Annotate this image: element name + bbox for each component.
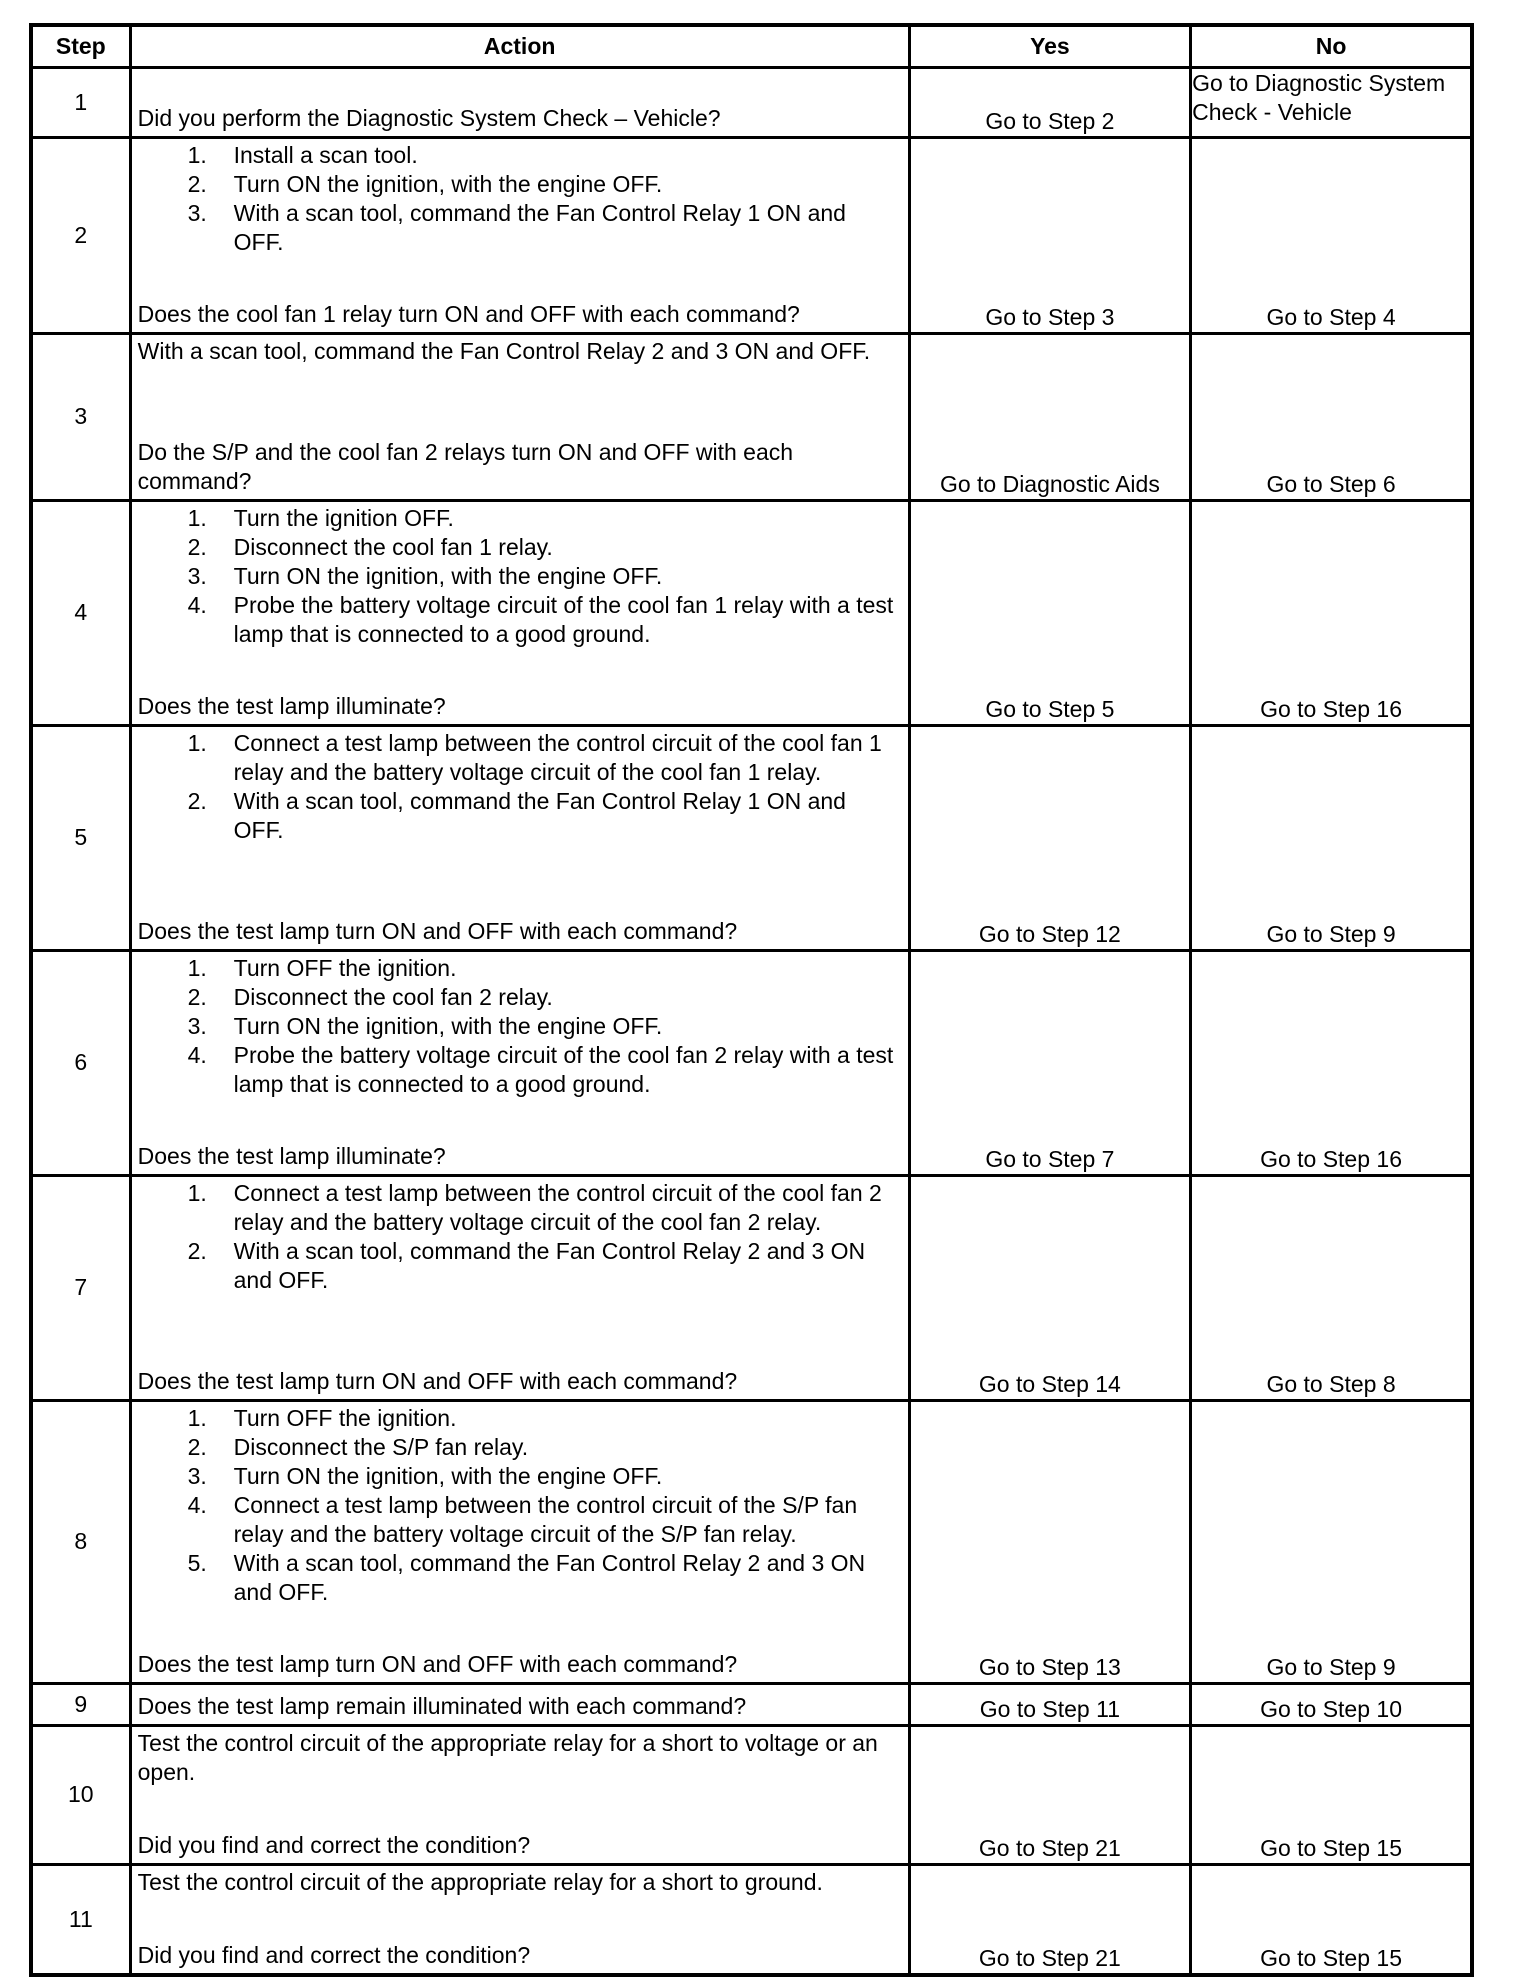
action-cell (130, 1725, 909, 1864)
yes-result: Go to Step 3 (909, 137, 1190, 333)
action-question: Did you find and correct the condition? (137, 1831, 531, 1858)
list-item-text: Probe the battery voltage circuit of the cool fan 2 relay with a test lamp that is connected to a good ground. (233, 1041, 894, 1097)
list-item (138, 1404, 902, 1433)
table-row (31, 725, 1472, 950)
list-item-number: 4. (187, 1491, 207, 1518)
header-action: Action (130, 25, 909, 67)
list-item-text: With a scan tool, command the Fan Control Relay 2 and 3 ON and OFF. (233, 1549, 866, 1605)
action-cell (130, 1864, 909, 1975)
list-item (138, 504, 902, 533)
no-result: Go to Step 8 (1191, 1175, 1472, 1400)
list-item-number: 1. (187, 141, 207, 168)
no-result: Go to Step 16 (1191, 950, 1472, 1175)
list-item (138, 170, 902, 199)
no-result: Go to Step 6 (1191, 333, 1472, 500)
no-result: Go to Step 9 (1191, 725, 1472, 950)
action-question: Does the test lamp turn ON and OFF with each command? (137, 1650, 738, 1677)
action-question: Does the test lamp remain illuminated with each command? (137, 1692, 747, 1719)
action-question: Does the cool fan 1 relay turn ON and OFF with each command? (137, 300, 800, 327)
list-item (138, 591, 902, 649)
list-item (138, 1433, 902, 1462)
yes-result: Go to Step 13 (909, 1400, 1190, 1683)
list-item-number: 2. (187, 170, 207, 197)
step-number: 8 (31, 1400, 130, 1683)
list-item-number: 2. (187, 983, 207, 1010)
list-item-text: Turn ON the ignition, with the engine OFF. (233, 1012, 663, 1039)
table-row (31, 1864, 1472, 1975)
list-item-number: 1. (187, 1404, 207, 1431)
table-row (31, 333, 1472, 500)
action-cell (130, 137, 909, 333)
yes-result: Go to Step 12 (909, 725, 1190, 950)
list-item-text: Install a scan tool. (233, 141, 418, 168)
list-item-text: Disconnect the cool fan 1 relay. (233, 533, 553, 560)
list-item-text: Turn ON the ignition, with the engine OFF. (233, 1462, 663, 1489)
action-instruction: With a scan tool, command the Fan Control Relay 2 and 3 ON and OFF. (137, 337, 871, 364)
list-item-number: 2. (187, 533, 207, 560)
list-item-number: 2. (187, 1433, 207, 1460)
list-item-number: 2. (187, 1237, 207, 1264)
list-item (138, 1179, 902, 1237)
action-cell (130, 1175, 909, 1400)
action-question: Does the test lamp turn ON and OFF with each command? (137, 917, 738, 944)
step-number: 11 (31, 1864, 130, 1975)
table-row (31, 137, 1472, 333)
list-item-number: 2. (187, 787, 207, 814)
table-row (31, 1175, 1472, 1400)
no-result: Go to Step 4 (1191, 137, 1472, 333)
action-cell (130, 67, 909, 137)
list-item-number: 3. (187, 199, 207, 226)
list-item (138, 729, 902, 787)
step-number: 9 (31, 1683, 130, 1725)
action-steps-list (138, 1179, 902, 1295)
list-item-text: With a scan tool, command the Fan Control Relay 2 and 3 ON and OFF. (233, 1237, 866, 1293)
action-instruction: Test the control circuit of the appropriate relay for a short to voltage or an open. (137, 1729, 878, 1785)
no-result: Go to Step 15 (1191, 1864, 1472, 1975)
list-item (138, 533, 902, 562)
step-number: 1 (31, 67, 130, 137)
no-result: Go to Step 10 (1191, 1683, 1472, 1725)
list-item-number: 1. (187, 504, 207, 531)
no-result: Go to Step 16 (1191, 500, 1472, 725)
step-number: 10 (31, 1725, 130, 1864)
header-no: No (1191, 25, 1472, 67)
yes-result: Go to Step 7 (909, 950, 1190, 1175)
list-item-number: 4. (187, 591, 207, 618)
table-row (31, 67, 1472, 137)
action-cell (130, 1683, 909, 1725)
action-steps-list (138, 1404, 902, 1607)
header-step: Step (31, 25, 130, 67)
list-item-text: With a scan tool, command the Fan Control Relay 1 ON and OFF. (233, 199, 846, 255)
list-item-text: Connect a test lamp between the control circuit of the cool fan 1 relay and the battery voltage circuit of the cool fan 1 relay. (233, 729, 882, 785)
list-item-text: Disconnect the S/P fan relay. (233, 1433, 529, 1460)
step-number: 6 (31, 950, 130, 1175)
list-item-number: 3. (187, 1462, 207, 1489)
yes-result: Go to Diagnostic Aids (909, 333, 1190, 500)
diagnostic-table (29, 23, 1474, 1977)
list-item-text: Turn OFF the ignition. (233, 1404, 457, 1431)
action-steps-list (138, 141, 902, 257)
action-cell (130, 950, 909, 1175)
list-item-text: Turn OFF the ignition. (233, 954, 457, 981)
step-number: 5 (31, 725, 130, 950)
step-number: 4 (31, 500, 130, 725)
list-item-number: 1. (187, 729, 207, 756)
action-question: Did you perform the Diagnostic System Check – Vehicle? (137, 104, 721, 131)
action-question: Does the test lamp illuminate? (137, 1142, 446, 1169)
yes-result: Go to Step 21 (909, 1725, 1190, 1864)
no-result: Go to Step 9 (1191, 1400, 1472, 1683)
list-item-number: 3. (187, 1012, 207, 1039)
list-item (138, 1041, 902, 1099)
action-cell (130, 725, 909, 950)
list-item-text: Turn ON the ignition, with the engine OFF. (233, 170, 663, 197)
yes-result: Go to Step 14 (909, 1175, 1190, 1400)
list-item-text: Turn ON the ignition, with the engine OFF. (233, 562, 663, 589)
list-item (138, 954, 902, 983)
action-cell (130, 333, 909, 500)
step-number: 7 (31, 1175, 130, 1400)
list-item-number: 5. (187, 1549, 207, 1576)
action-cell (130, 500, 909, 725)
action-question: Does the test lamp turn ON and OFF with each command? (137, 1367, 738, 1394)
header-row (31, 25, 1472, 67)
list-item-text: Turn the ignition OFF. (233, 504, 454, 531)
table-row (31, 1683, 1472, 1725)
list-item (138, 562, 902, 591)
list-item (138, 1462, 902, 1491)
list-item-text: Probe the battery voltage circuit of the cool fan 1 relay with a test lamp that is connected to a good ground. (233, 591, 894, 647)
action-cell (130, 1400, 909, 1683)
step-number: 2 (31, 137, 130, 333)
action-steps-list (138, 504, 902, 649)
no-result: Go to Step 15 (1191, 1725, 1472, 1864)
table-body (31, 67, 1472, 1975)
list-item-number: 3. (187, 562, 207, 589)
list-item (138, 1491, 902, 1549)
list-item-text: Connect a test lamp between the control circuit of the cool fan 2 relay and the battery voltage circuit of the cool fan 2 relay. (233, 1179, 882, 1235)
list-item-text: With a scan tool, command the Fan Control Relay 1 ON and OFF. (233, 787, 846, 843)
list-item (138, 141, 902, 170)
table-row (31, 950, 1472, 1175)
list-item (138, 1012, 902, 1041)
action-question: Does the test lamp illuminate? (137, 692, 446, 719)
list-item (138, 1549, 902, 1607)
yes-result: Go to Step 5 (909, 500, 1190, 725)
table-row (31, 1400, 1472, 1683)
step-number: 3 (31, 333, 130, 500)
action-instruction: Test the control circuit of the appropriate relay for a short to ground. (137, 1868, 823, 1895)
header-yes: Yes (909, 25, 1190, 67)
list-item-text: Disconnect the cool fan 2 relay. (233, 983, 553, 1010)
yes-result: Go to Step 2 (909, 67, 1190, 137)
table-row (31, 500, 1472, 725)
table-row (31, 1725, 1472, 1864)
list-item (138, 199, 902, 257)
list-item-number: 1. (187, 954, 207, 981)
list-item-number: 4. (187, 1041, 207, 1068)
no-result: Go to Diagnostic System Check - Vehicle (1191, 67, 1472, 137)
action-steps-list (138, 954, 902, 1099)
action-question: Did you find and correct the condition? (137, 1941, 531, 1968)
action-steps-list (138, 729, 902, 845)
yes-result: Go to Step 11 (909, 1683, 1190, 1725)
list-item-number: 1. (187, 1179, 207, 1206)
list-item-text: Connect a test lamp between the control circuit of the S/P fan relay and the battery voltage circuit of the S/P fan relay. (233, 1491, 858, 1547)
action-question: Do the S/P and the cool fan 2 relays turn ON and OFF with each command? (137, 438, 794, 494)
list-item (138, 1237, 902, 1295)
yes-result: Go to Step 21 (909, 1864, 1190, 1975)
list-item (138, 787, 902, 845)
list-item (138, 983, 902, 1012)
